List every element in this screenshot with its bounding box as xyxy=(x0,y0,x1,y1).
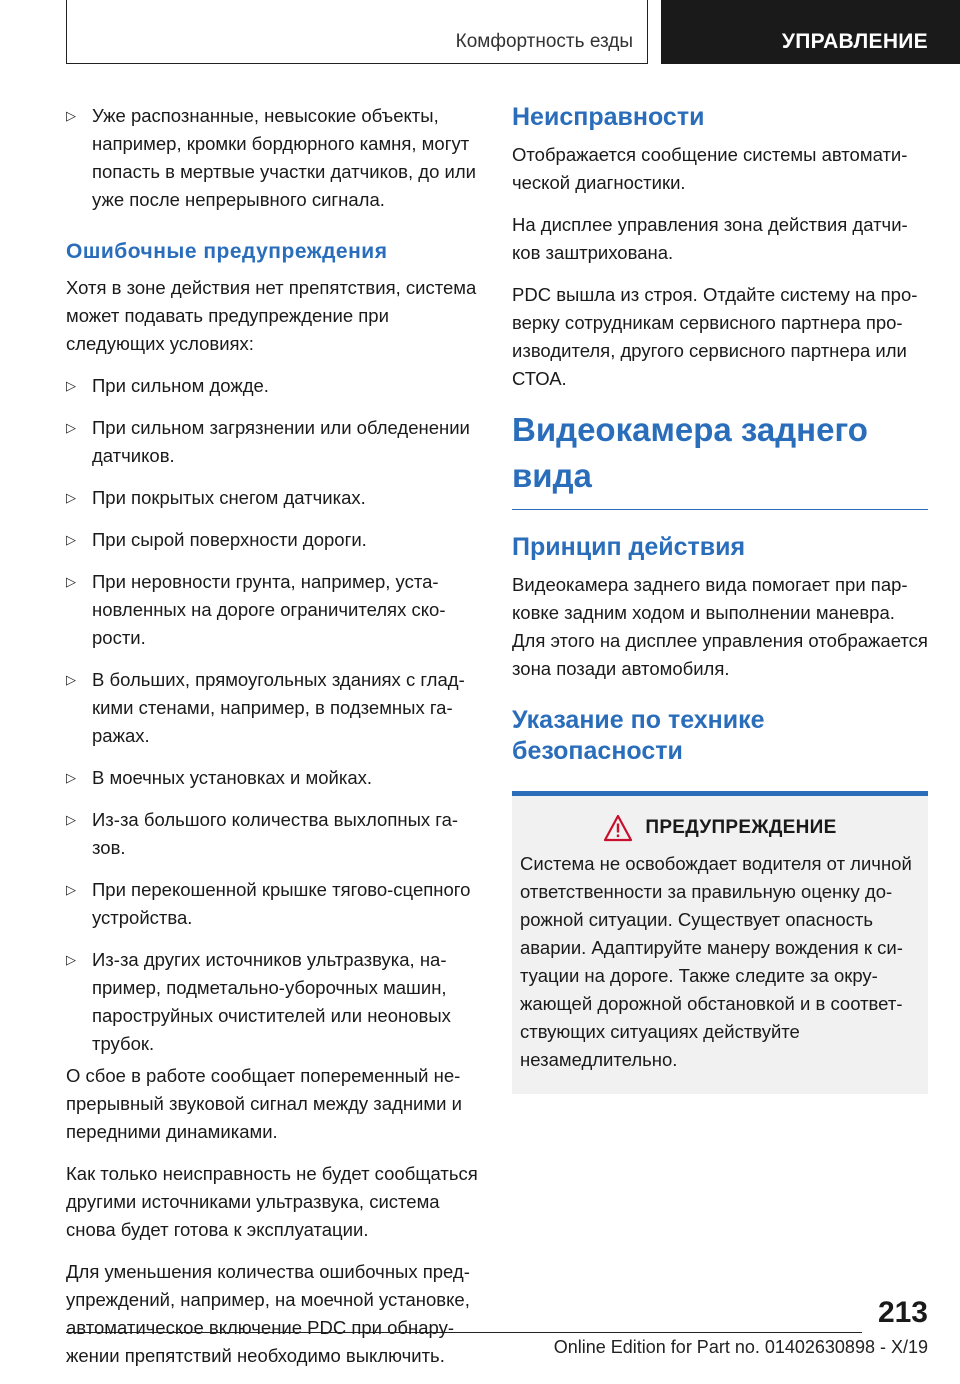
triangle-bullet-icon: ▷ xyxy=(66,952,76,967)
list-item-text: При покрытых снегом датчиках. xyxy=(92,487,366,508)
false-warnings-heading: Ошибочные предупреждения xyxy=(66,240,388,263)
false-warnings-intro: Хотя в зоне действия нет препятствия, система может подавать предупреждение при следующих условиях: xyxy=(66,277,477,354)
footer-divider xyxy=(66,1332,862,1333)
triangle-bullet-icon: ▷ xyxy=(66,490,76,505)
section-title: УПРАВЛЕНИЕ xyxy=(781,30,928,53)
list-item xyxy=(66,666,484,750)
principle-paragraph: Видеокамера заднего вида помогает при парковке задним ходом и выполнении маневра. Для этого на дисплее управления отображается зона позади автомобиля. xyxy=(512,574,928,679)
section-divider xyxy=(512,509,928,510)
list-item xyxy=(66,946,484,1058)
list-item xyxy=(66,414,484,470)
reduce-warnings-paragraph: Для уменьшения количества ошибочных предупреждений, например, на моечной установке, автоматическое включение PDC при обнаружении препятствий необходимо выключить. xyxy=(66,1261,470,1366)
list-item xyxy=(66,372,484,400)
principle-heading: Принцип действия xyxy=(512,533,746,561)
chapter-tab xyxy=(66,0,648,64)
warning-header xyxy=(520,814,920,842)
triangle-bullet-icon: ▷ xyxy=(66,108,76,123)
warning-triangle-icon xyxy=(603,814,633,842)
conditions-list xyxy=(66,372,484,1058)
list-item-text: При сильном дожде. xyxy=(92,375,269,396)
triangle-bullet-icon: ▷ xyxy=(66,378,76,393)
list-item xyxy=(66,876,484,932)
faults-paragraph-3: PDC вышла из строя. Отдайте систему на проверку сотрудникам сервисного партнера производителя, другого сервисного партнера или СТОА. xyxy=(512,284,918,389)
section-tab xyxy=(661,0,960,64)
list-item-text: В больших, прямоугольных зданиях с гладкими стенами, например, в подземных гаражах. xyxy=(92,669,465,746)
intro-list xyxy=(66,102,484,214)
triangle-bullet-icon: ▷ xyxy=(66,812,76,827)
recovery-paragraph: Как только неисправность не будет сообщаться другими источниками ультразвука, система снова будет готова к эксплуатации. xyxy=(66,1163,478,1240)
faults-heading: Неисправности xyxy=(512,103,705,131)
triangle-bullet-icon: ▷ xyxy=(66,672,76,687)
right-column xyxy=(512,102,928,1094)
triangle-bullet-icon: ▷ xyxy=(66,882,76,897)
list-item-text: При сырой поверхности дороги. xyxy=(92,529,367,550)
edition-footer: Online Edition for Part no. 01402630898 - X/19 xyxy=(553,1337,928,1357)
list-item-text: При неровности грунта, например, установленных на дороге ограничителях скорости. xyxy=(92,571,446,648)
list-item xyxy=(66,764,484,792)
triangle-bullet-icon: ▷ xyxy=(66,532,76,547)
left-column xyxy=(66,102,484,1384)
failure-paragraph: О сбое в работе сообщает попеременный непрерывный звуковой сигнал между задними и передними динамиками. xyxy=(66,1065,462,1142)
triangle-bullet-icon: ▷ xyxy=(66,420,76,435)
warning-title: ПРЕДУПРЕЖДЕНИЕ xyxy=(645,817,837,838)
list-item-text: Уже распознанные, невысокие объекты, например, кромки бордюрного камня, могут попасть в мертвые участки датчиков, до или уже после непрерывного сигнала. xyxy=(92,105,476,210)
list-item xyxy=(66,526,484,554)
list-item-text: При перекошенной крышке тягово-сцепного устройства. xyxy=(92,879,471,928)
safety-heading: Указание по технике безопасности xyxy=(512,706,765,765)
list-item-text: Из-за большого количества выхлопных газов. xyxy=(92,809,459,858)
chapter-title: Комфортность езды xyxy=(455,31,633,52)
list-item xyxy=(66,102,484,214)
faults-paragraph-2: На дисплее управления зона действия датчиков заштрихована. xyxy=(512,214,908,263)
list-item-text: При сильном загрязнении или обледенении датчиков. xyxy=(92,417,470,466)
list-item-text: Из-за других источников ультразвука, например, подметально-уборочных машин, пароструйных очистителей или неоновых трубок. xyxy=(92,949,451,1054)
faults-paragraph-1: Отображается сообщение системы автоматической диагностики. xyxy=(512,144,908,193)
warning-text: Система не освобождает водителя от личной ответственности за правильную оценку дорожной ситуации. Существует опасность аварии. Адаптируйте манеру вождения к ситуации на дороге. Также следите за окружающей дорожной обстановкой и в соответствующих ситуациях действуйте незамедлительно. xyxy=(520,853,912,1070)
triangle-bullet-icon: ▷ xyxy=(66,574,76,589)
camera-heading: Видеокамера заднего вида xyxy=(512,411,868,494)
warning-box xyxy=(512,791,928,1094)
list-item xyxy=(66,484,484,512)
page-number: 213 xyxy=(877,1296,928,1329)
list-item-text: В моечных установках и мойках. xyxy=(92,767,373,788)
list-item xyxy=(66,806,484,862)
list-item xyxy=(66,568,484,652)
triangle-bullet-icon: ▷ xyxy=(66,770,76,785)
